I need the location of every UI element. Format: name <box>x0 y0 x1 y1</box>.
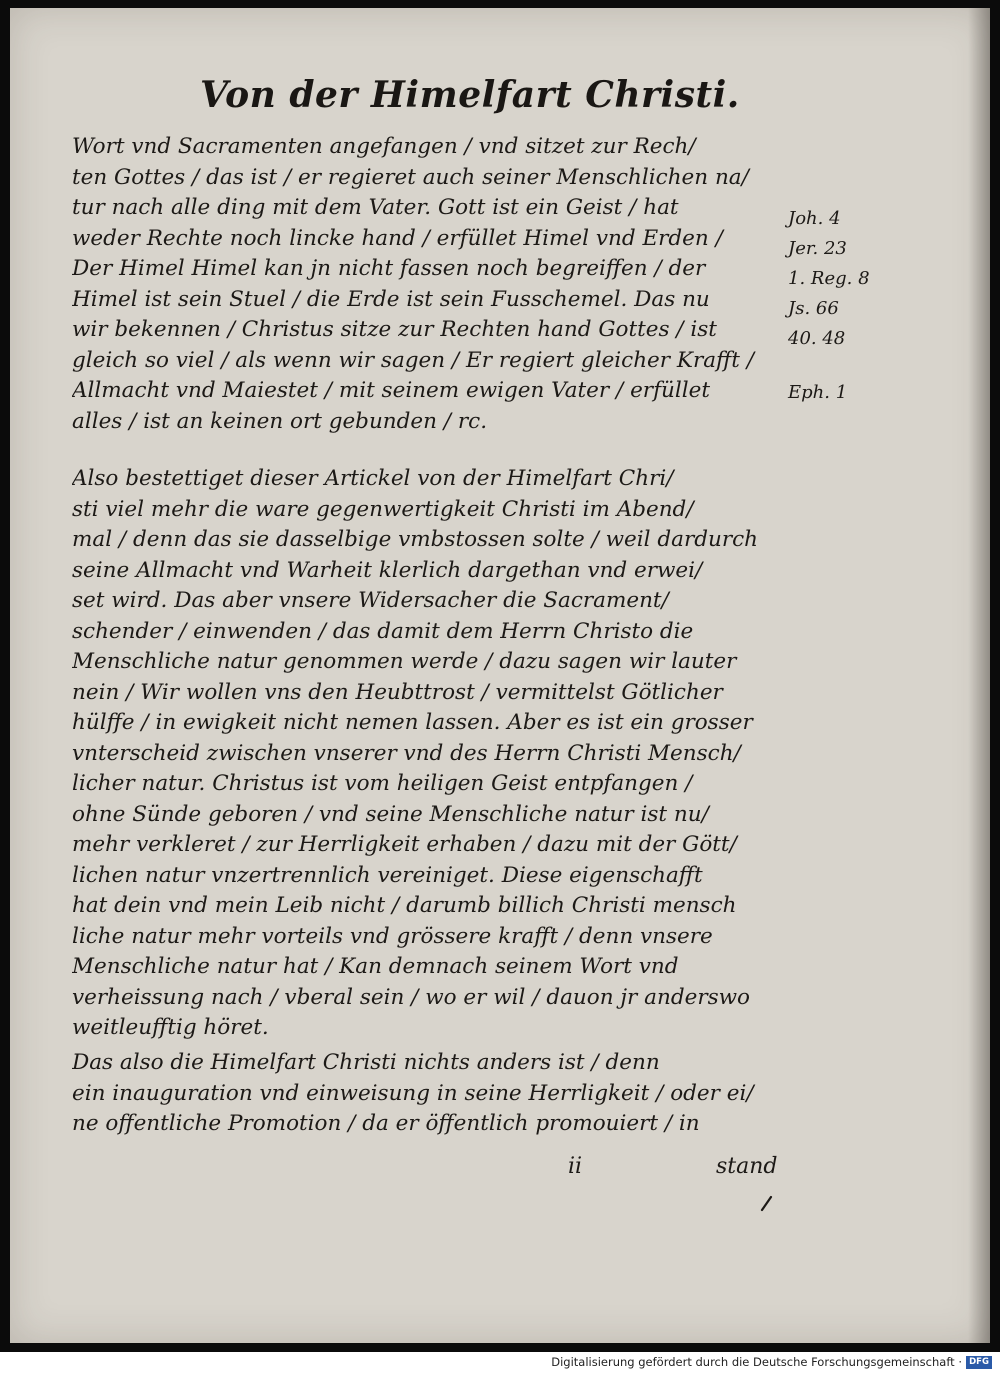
text-line: ein inauguration vnd einweisung in seine Herrligkeit / oder ei/ <box>72 1080 754 1106</box>
text-line: nein / Wir wollen vns den Heubttrost / vermittelst Götlicher <box>72 679 723 705</box>
text-line: Himel ist sein Stuel / die Erde ist sein Fusschemel. Das nu <box>72 286 710 312</box>
page-footer-marks <box>10 1154 990 1194</box>
paragraph-3 <box>72 1048 796 1140</box>
text-line: Das also die Himelfart Christi nichts anders ist / denn <box>72 1050 660 1075</box>
text-line: wir bekennen / Christus sitze zur Rechten hand Gottes / ist <box>72 317 717 342</box>
text-line: vnterscheid zwischen vnserer vnd des Herrn Christi Mensch/ <box>72 740 741 766</box>
text-line: ohne Sünde geboren / vnd seine Menschliche natur ist nu/ <box>72 801 709 827</box>
margin-notes <box>788 204 878 408</box>
text-line: gleich so viel / als wenn wir sagen / Er regiert gleicher Krafft / <box>72 347 755 373</box>
text-line: Wort vnd Sacramenten angefangen / vnd sitzet zur Rech/ <box>72 134 696 159</box>
text-line: seine Allmacht vnd Warheit klerlich dargethan vnd erwei/ <box>72 557 703 583</box>
margin-note: Js. 66 <box>788 298 839 319</box>
margin-note: Jer. 23 <box>788 238 847 259</box>
text-line: sti viel mehr die ware gegenwertigkeit Christi im Abend/ <box>72 496 694 522</box>
margin-note: Eph. 1 <box>788 382 848 403</box>
text-line: Also bestettiget dieser Artickel von der Himelfart Chri/ <box>72 466 674 491</box>
text-line: ten Gottes / das ist / er regieret auch seiner Menschlichen na/ <box>72 164 749 190</box>
text-line: alles / ist an keinen ort gebunden / rc. <box>72 408 488 434</box>
text-line: ne offentliche Promotion / da er öffentlich promouiert / in <box>72 1111 700 1136</box>
footer-credit: Digitalisierung gefördert durch die Deutsche Forschungsgemeinschaft · <box>551 1355 962 1369</box>
spine-shadow <box>968 8 990 1343</box>
text-line: licher natur. Christus ist vom heiligen Geist entpfangen / <box>72 771 693 796</box>
text-line: tur nach alle ding mit dem Vater. Gott ist ein Geist / hat <box>72 195 679 220</box>
text-line: mal / denn das sie dasselbige vmbstossen solte / weil dardurch <box>72 527 758 552</box>
text-line: verheissung nach / vberal sein / wo er wil / dauon jr anderswo <box>72 984 750 1010</box>
text-line: hülffe / in ewigkeit nicht nemen lassen. Aber es ist ein grosser <box>72 710 753 735</box>
text-line: mehr verkleret / zur Herrligkeit erhaben / dazu mit der Gött/ <box>72 832 737 857</box>
margin-note: 40. 48 <box>788 328 846 349</box>
catchword: stand <box>716 1154 778 1179</box>
ink-mark <box>760 1194 774 1212</box>
text-line: liche natur mehr vorteils vnd grössere krafft / denn vnsere <box>72 923 713 949</box>
text-line: hat dein vnd mein Leib nicht / darumb billich Christi mensch <box>72 893 737 918</box>
text-line: set wird. Das aber vnsere Widersacher die Sacrament/ <box>72 588 669 613</box>
digitization-footer <box>0 1352 1000 1374</box>
text-line: Menschliche natur genommen werde / dazu sagen wir lauter <box>72 649 737 674</box>
text-line: lichen natur vnzertrennlich vereiniget. Diese eigenschafft <box>72 862 703 888</box>
text-line: weitleufftig höret. <box>72 1015 269 1040</box>
signature-mark: ii <box>568 1154 583 1179</box>
text-line: schender / einwenden / das damit dem Herrn Christo die <box>72 618 694 644</box>
page-title: Von der Himelfart Christi. <box>200 74 740 116</box>
text-line: Allmacht vnd Maiestet / mit seinem ewigen Vater / erfüllet <box>72 378 710 403</box>
paragraph-2 <box>72 464 796 1044</box>
dfg-logo-icon: DFG <box>966 1356 992 1369</box>
margin-note: 1. Reg. 8 <box>788 268 870 289</box>
paragraph-1 <box>72 132 796 437</box>
margin-note: Joh. 4 <box>788 208 841 229</box>
text-line: Der Himel Himel kan jn nicht fassen noch begreiffen / der <box>72 256 706 281</box>
book-page <box>10 8 990 1343</box>
text-line: Menschliche natur hat / Kan demnach seinem Wort vnd <box>72 954 679 979</box>
text-line: weder Rechte noch lincke hand / erfüllet Himel vnd Erden / <box>72 225 723 251</box>
